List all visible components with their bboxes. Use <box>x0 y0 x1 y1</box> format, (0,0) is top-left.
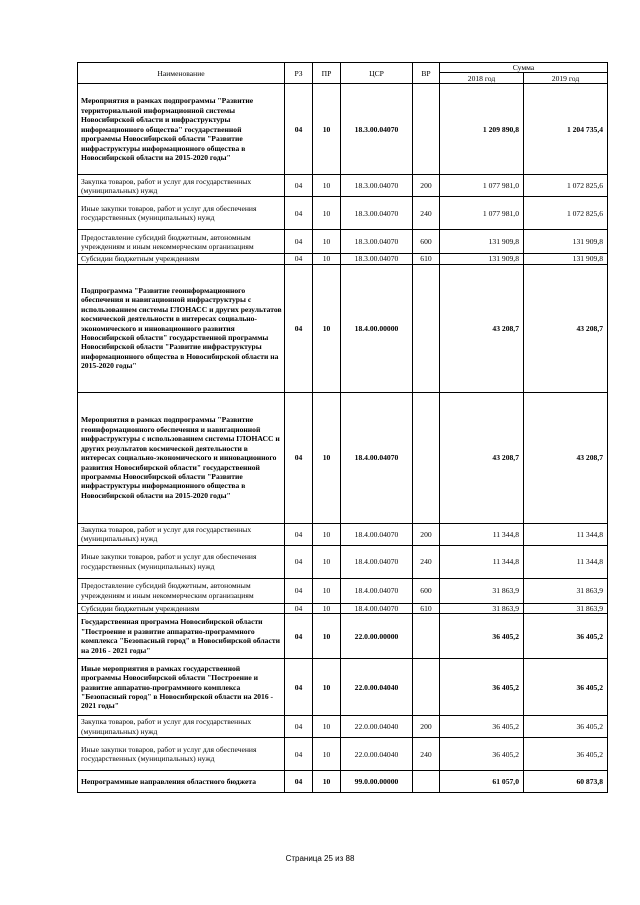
header-csr: ЦСР <box>341 63 413 84</box>
cell-rz: 04 <box>285 264 313 392</box>
cell-name: Предоставление субсидий бюджетным, автономным учреждениям и иным некоммерческим организациям <box>78 578 285 603</box>
cell-pr: 10 <box>313 254 341 264</box>
table-row <box>78 545 608 578</box>
cell-csr: 22.0.00.04040 <box>341 738 413 771</box>
cell-pr: 10 <box>313 738 341 771</box>
cell-rz: 04 <box>285 659 313 716</box>
cell-name: Предоставление субсидий бюджетным, автономным учреждениям и иным некоммерческим организациям <box>78 230 285 254</box>
table-row <box>78 84 608 175</box>
cell-s2018: 31 863,9 <box>440 603 524 613</box>
cell-s2018: 11 344,8 <box>440 523 524 545</box>
cell-rz: 04 <box>285 545 313 578</box>
cell-s2019: 43 208,7 <box>524 264 608 392</box>
cell-rz: 04 <box>285 254 313 264</box>
cell-name: Закупка товаров, работ и услуг для государственных (муниципальных) нужд <box>78 716 285 738</box>
cell-s2018: 131 909,8 <box>440 230 524 254</box>
table-row <box>78 578 608 603</box>
header-year-2019: 2019 год <box>524 73 608 84</box>
page-footer: Страница 25 из 88 <box>285 854 355 863</box>
cell-vr <box>413 392 440 523</box>
cell-name: Иные закупки товаров, работ и услуг для обеспечения государственных (муниципальных) нужд <box>78 545 285 578</box>
cell-s2018: 36 405,2 <box>440 614 524 659</box>
cell-vr <box>413 264 440 392</box>
cell-rz: 04 <box>285 738 313 771</box>
cell-csr: 18.4.00.04070 <box>341 523 413 545</box>
cell-s2019: 60 873,8 <box>524 771 608 793</box>
cell-s2018: 31 863,9 <box>440 578 524 603</box>
cell-s2019: 131 909,8 <box>524 230 608 254</box>
cell-name: Иные мероприятия в рамках государственной программы Новосибирской области "Построение и развитие аппаратно-программного комплекса "Безопасный город" в Новосибирской области на 2016 - 2021 годы" <box>78 659 285 716</box>
cell-vr <box>413 771 440 793</box>
cell-vr <box>413 614 440 659</box>
cell-csr: 18.3.00.04070 <box>341 84 413 175</box>
table-row <box>78 716 608 738</box>
cell-pr: 10 <box>313 175 341 197</box>
header-sum: Сумма <box>440 63 608 73</box>
cell-pr: 10 <box>313 392 341 523</box>
table-row <box>78 603 608 613</box>
table-row <box>78 738 608 771</box>
table-row <box>78 659 608 716</box>
table-row <box>78 614 608 659</box>
cell-s2019: 1 072 825,6 <box>524 197 608 230</box>
cell-s2018: 1 209 890,8 <box>440 84 524 175</box>
cell-rz: 04 <box>285 716 313 738</box>
table-row <box>78 230 608 254</box>
cell-csr: 18.4.00.04070 <box>341 603 413 613</box>
cell-s2018: 36 405,2 <box>440 738 524 771</box>
cell-pr: 10 <box>313 659 341 716</box>
cell-s2018: 43 208,7 <box>440 392 524 523</box>
cell-vr: 600 <box>413 230 440 254</box>
cell-vr: 200 <box>413 716 440 738</box>
cell-name: Закупка товаров, работ и услуг для государственных (муниципальных) нужд <box>78 523 285 545</box>
cell-s2019: 36 405,2 <box>524 614 608 659</box>
cell-name: Субсидии бюджетным учреждениям <box>78 603 285 613</box>
budget-table <box>77 62 608 793</box>
table-row <box>78 771 608 793</box>
table-row <box>78 264 608 392</box>
cell-vr: 600 <box>413 578 440 603</box>
cell-csr: 18.4.00.04070 <box>341 545 413 578</box>
cell-rz: 04 <box>285 603 313 613</box>
cell-s2019: 31 863,9 <box>524 578 608 603</box>
table-row <box>78 523 608 545</box>
cell-s2018: 61 057,0 <box>440 771 524 793</box>
cell-name: Иные закупки товаров, работ и услуг для обеспечения государственных (муниципальных) нужд <box>78 197 285 230</box>
cell-s2019: 131 909,8 <box>524 254 608 264</box>
cell-csr: 18.4.00.00000 <box>341 264 413 392</box>
cell-s2018: 36 405,2 <box>440 659 524 716</box>
cell-s2019: 11 344,8 <box>524 523 608 545</box>
cell-s2018: 1 077 981,0 <box>440 175 524 197</box>
cell-s2019: 1 072 825,6 <box>524 175 608 197</box>
cell-rz: 04 <box>285 614 313 659</box>
cell-name: Иные закупки товаров, работ и услуг для обеспечения государственных (муниципальных) нужд <box>78 738 285 771</box>
cell-vr: 610 <box>413 603 440 613</box>
cell-rz: 04 <box>285 578 313 603</box>
cell-pr: 10 <box>313 197 341 230</box>
cell-pr: 10 <box>313 771 341 793</box>
cell-s2019: 1 204 735,4 <box>524 84 608 175</box>
cell-pr: 10 <box>313 84 341 175</box>
header-year-2018: 2018 год <box>440 73 524 84</box>
cell-vr: 240 <box>413 545 440 578</box>
cell-csr: 18.3.00.04070 <box>341 197 413 230</box>
cell-vr: 200 <box>413 523 440 545</box>
cell-csr: 99.0.00.00000 <box>341 771 413 793</box>
cell-pr: 10 <box>313 614 341 659</box>
header-vr: ВР <box>413 63 440 84</box>
cell-name: Субсидии бюджетным учреждениям <box>78 254 285 264</box>
cell-vr <box>413 659 440 716</box>
table-row <box>78 175 608 197</box>
cell-vr: 200 <box>413 175 440 197</box>
header-rz: РЗ <box>285 63 313 84</box>
cell-rz: 04 <box>285 523 313 545</box>
cell-s2018: 1 077 981,0 <box>440 197 524 230</box>
cell-rz: 04 <box>285 771 313 793</box>
cell-csr: 18.3.00.04070 <box>341 254 413 264</box>
cell-csr: 22.0.00.04040 <box>341 659 413 716</box>
cell-s2019: 36 405,2 <box>524 716 608 738</box>
header-name: Наименование <box>78 63 285 84</box>
cell-pr: 10 <box>313 230 341 254</box>
cell-s2019: 31 863,9 <box>524 603 608 613</box>
cell-rz: 04 <box>285 392 313 523</box>
cell-csr: 18.4.00.04070 <box>341 578 413 603</box>
cell-name: Государственная программа Новосибирской области "Построение и развитие аппаратно-программного комплекса "Безопасный город" в Новосибирской области на 2016 - 2021 годы" <box>78 614 285 659</box>
cell-rz: 04 <box>285 84 313 175</box>
cell-name: Подпрограмма "Развитие геоинформационного обеспечения и навигационной инфраструктуры с использованием системы ГЛОНАСС и других результатов космической деятельности в интересах социально-экономического и инновационного развития Новосибирской области" государственной программы Новосибирской области "Развитие инфраструктуры информационного общества в Новосибирской области на 2015-2020 годы" <box>78 264 285 392</box>
cell-pr: 10 <box>313 578 341 603</box>
cell-rz: 04 <box>285 230 313 254</box>
cell-csr: 18.3.00.04070 <box>341 230 413 254</box>
cell-csr: 22.0.00.00000 <box>341 614 413 659</box>
cell-s2018: 36 405,2 <box>440 716 524 738</box>
cell-s2019: 36 405,2 <box>524 738 608 771</box>
cell-name: Мероприятия в рамках подпрограммы "Развитие территориальной информационной системы Новосибирской области и инфраструктуры информационного общества" государственной программы Новосибирской области "Развитие инфраструктуры информационного общества в Новосибирской области на 2015-2020 годы" <box>78 84 285 175</box>
header-pr: ПР <box>313 63 341 84</box>
cell-pr: 10 <box>313 523 341 545</box>
cell-csr: 22.0.00.04040 <box>341 716 413 738</box>
cell-name: Мероприятия в рамках подпрограммы "Развитие геоинформационного обеспечения и навигационной инфраструктуры с использованием системы ГЛОНАСС и других результатов космической деятельности в интересах социально-экономического и инновационного развития Новосибирской области" государственной программы Новосибирской области "Развитие инфраструктуры информационного общества в Новосибирской области на 2015-2020 годы" <box>78 392 285 523</box>
cell-pr: 10 <box>313 716 341 738</box>
cell-pr: 10 <box>313 264 341 392</box>
cell-name: Непрограммные направления областного бюджета <box>78 771 285 793</box>
cell-s2018: 43 208,7 <box>440 264 524 392</box>
cell-s2018: 11 344,8 <box>440 545 524 578</box>
cell-s2019: 43 208,7 <box>524 392 608 523</box>
cell-name: Закупка товаров, работ и услуг для государственных (муниципальных) нужд <box>78 175 285 197</box>
cell-vr: 610 <box>413 254 440 264</box>
table-row <box>78 392 608 523</box>
cell-vr <box>413 84 440 175</box>
cell-vr: 240 <box>413 197 440 230</box>
cell-s2018: 131 909,8 <box>440 254 524 264</box>
table-row <box>78 197 608 230</box>
cell-pr: 10 <box>313 603 341 613</box>
cell-vr: 240 <box>413 738 440 771</box>
cell-rz: 04 <box>285 175 313 197</box>
cell-s2019: 11 344,8 <box>524 545 608 578</box>
cell-csr: 18.4.00.04070 <box>341 392 413 523</box>
cell-rz: 04 <box>285 197 313 230</box>
cell-s2019: 36 405,2 <box>524 659 608 716</box>
cell-pr: 10 <box>313 545 341 578</box>
cell-csr: 18.3.00.04070 <box>341 175 413 197</box>
table-row <box>78 254 608 264</box>
